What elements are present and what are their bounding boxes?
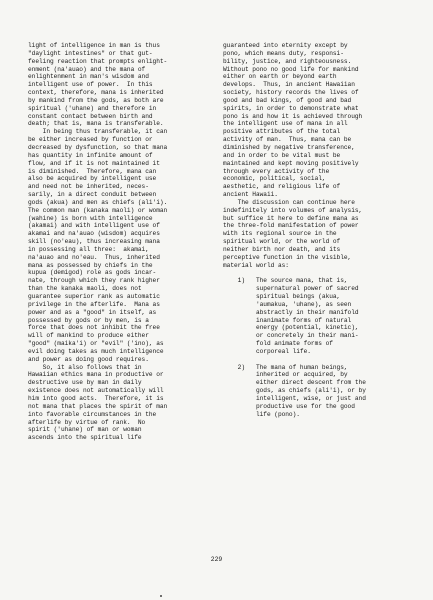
right-line: spirits, in order to demonstrate what: [223, 104, 359, 112]
left-line: is diminished. Therefore, mana can: [28, 167, 157, 175]
right-line: develops. Thus, in ancient Hawaiian: [223, 81, 355, 89]
right-line: 1) The source mana, that is,: [223, 277, 348, 285]
left-line: will of mankind to produce either: [28, 332, 149, 340]
right-line: corporeal life.: [223, 347, 311, 355]
left-line: (akamai) and with intelligent use of: [28, 222, 160, 230]
left-line: ascends into the spiritual life: [28, 434, 142, 442]
right-line: Without pono no good life for mankind: [223, 65, 359, 73]
left-line: sarily, in a direct conduit between: [28, 191, 157, 199]
left-line: (wahine) is born with intelligence: [28, 214, 153, 222]
left-line: in possessing all three: akamai,: [28, 245, 149, 253]
right-line: or concretely in their mani-: [223, 332, 359, 340]
right-line: gods, as chiefs (ali'i), or by: [223, 387, 366, 395]
right-line: pono is and how it is achieved through: [223, 112, 363, 120]
left-line: afterlife by virtue of rank. No: [28, 418, 146, 426]
left-line: intelligent use of power. In this: [28, 81, 153, 89]
right-line: productive use for the good: [223, 402, 355, 410]
left-line: flow, and if it is not maintained it: [28, 159, 160, 167]
right-line: guaranteed into eternity except by: [223, 42, 348, 49]
right-line: perceptive function in the visible,: [223, 253, 352, 261]
left-line: gods (akua) and men as chiefs (ali'i).: [28, 198, 168, 206]
left-line: akamai and na'auao (wisdom) acquires: [28, 230, 160, 238]
left-line: context, therefore, mana is inherited: [28, 89, 164, 97]
left-line: be either increased by function or: [28, 136, 153, 144]
left-line: enment (na'auao) and the mana of: [28, 65, 146, 73]
right-line: energy (potential, kinetic),: [223, 324, 359, 332]
right-line: maintained and kept moving positively: [223, 159, 359, 167]
right-line: good and bad kings, of good and bad: [223, 96, 352, 104]
right-line: pono, which means duty, responsi-: [223, 49, 344, 57]
left-line: and need not be inherited, neces-: [28, 183, 149, 191]
left-line: by mankind from the gods, as both are: [28, 96, 164, 104]
right-line: through every activity of the: [223, 167, 330, 175]
left-line: force that does not inhibit the free: [28, 324, 160, 332]
right-line: material world as:: [223, 261, 289, 269]
right-line: inherited or acquired, by: [223, 371, 348, 379]
left-line: also be acquired by intelligent use: [28, 175, 157, 183]
right-line: and in order to be vital must be: [223, 151, 341, 159]
right-line: but suffice it here to define mana as: [223, 214, 359, 222]
left-line: guarantee superior rank as automatic: [28, 293, 160, 300]
right-line: ancient Hawaii.: [223, 191, 278, 199]
left-line: mana as possessed by chiefs in the: [28, 261, 153, 269]
left-line: privilege in the afterlife. Mana as: [28, 300, 160, 308]
left-line: destructive use by man in daily: [28, 379, 142, 387]
right-line: the intelligent use of mana in all: [223, 120, 348, 128]
left-line: and power as doing good requires.: [28, 355, 149, 363]
right-line: inanimate forms of natural: [223, 316, 352, 324]
right-line: either direct descent from the: [223, 379, 366, 387]
right-line: either on earth or beyond earth: [223, 73, 337, 81]
left-line: enlightenment in man's wisdom and: [28, 73, 149, 81]
left-line: skill (no'eau), thus increasing mana: [28, 238, 160, 246]
right-line: abstractly in their manifold: [223, 308, 359, 316]
left-line: power and as a "good" in itself, as: [28, 308, 157, 316]
left-line: kupua (demigod) role as gods incar-: [28, 269, 157, 277]
right-line: intelligent, wise, or just and: [223, 394, 366, 402]
speck-mark: [160, 595, 162, 597]
right-line: The discussion can continue here: [223, 198, 355, 206]
left-line: na'auao and no'eau. Thus, inherited: [28, 253, 160, 261]
right-line: [223, 356, 413, 364]
right-line: 2) The mana of human beings,: [223, 363, 348, 371]
left-line: decreased by dysfunction, so that mana: [28, 143, 168, 151]
right-line: economic, political, social,: [223, 175, 326, 183]
left-column: [28, 42, 218, 442]
right-line: spiritual world, or the world of: [223, 238, 341, 246]
left-line: spiritual ('uhane) and therefore in: [28, 104, 157, 112]
left-line: not mana that places the spirit of man: [28, 402, 168, 410]
right-line: society, history records the lives of: [223, 89, 359, 97]
left-line: nate, through which they rank higher: [28, 277, 160, 285]
right-line: activity of man. Thus, mana can be: [223, 136, 352, 144]
right-line: 'aumakua, 'uhane), as seen: [223, 300, 352, 308]
left-line: The common man (kanaka maoli) or woman: [28, 206, 168, 214]
right-column: [223, 42, 413, 419]
left-line: evil doing takes as much intelligence: [28, 347, 164, 355]
right-line: spiritual beings (akua,: [223, 293, 341, 300]
left-line: "good" (maika'i) or "evil" ('ino), as: [28, 340, 164, 348]
left-line: "daylight intestines" or that gut-: [28, 49, 153, 57]
left-line: light of intelligence in man is thus: [28, 42, 160, 49]
left-line: into favorable circumstances in the: [28, 410, 157, 418]
right-line: aesthetic, and religious life of: [223, 183, 341, 191]
left-line: feeling reaction that prompts enlight-: [28, 57, 168, 65]
left-line: In being thus transferable, it can: [28, 128, 168, 136]
left-line: Hawaiian ethics mana in productive or: [28, 371, 164, 379]
right-line: positive attributes of the total: [223, 128, 341, 136]
left-line: possessed by gods or by men, is a: [28, 316, 149, 324]
right-line: life (pono).: [223, 410, 300, 418]
left-line: constant contact between birth and: [28, 112, 153, 120]
right-line: [223, 269, 413, 277]
left-line: has quantity in infinite amount of: [28, 151, 153, 159]
page-number: 229: [210, 556, 223, 563]
left-line: him into good acts. Therefore, it is: [28, 394, 164, 402]
right-line: fold animate forms of: [223, 340, 333, 348]
left-line: death; that is, mana is transferable.: [28, 120, 164, 128]
left-line: than the kanaka maoli, does not: [28, 285, 142, 293]
left-line: existence does not automatically will: [28, 387, 164, 395]
left-line: spirit ('uhane) of man or woman: [28, 426, 142, 434]
right-line: the three-fold manifestation of power: [223, 222, 359, 230]
right-line: neither birth nor death, and its: [223, 245, 341, 253]
right-line: supernatural power of sacred: [223, 285, 359, 293]
left-line: So, it also follows that in: [28, 363, 142, 371]
right-line: with its regional source in the: [223, 230, 337, 238]
right-line: bility, justice, and righteousness.: [223, 57, 352, 65]
right-line: diminished by negative transference,: [223, 143, 355, 151]
right-line: indefinitely into volumes of analysis,: [223, 206, 363, 214]
